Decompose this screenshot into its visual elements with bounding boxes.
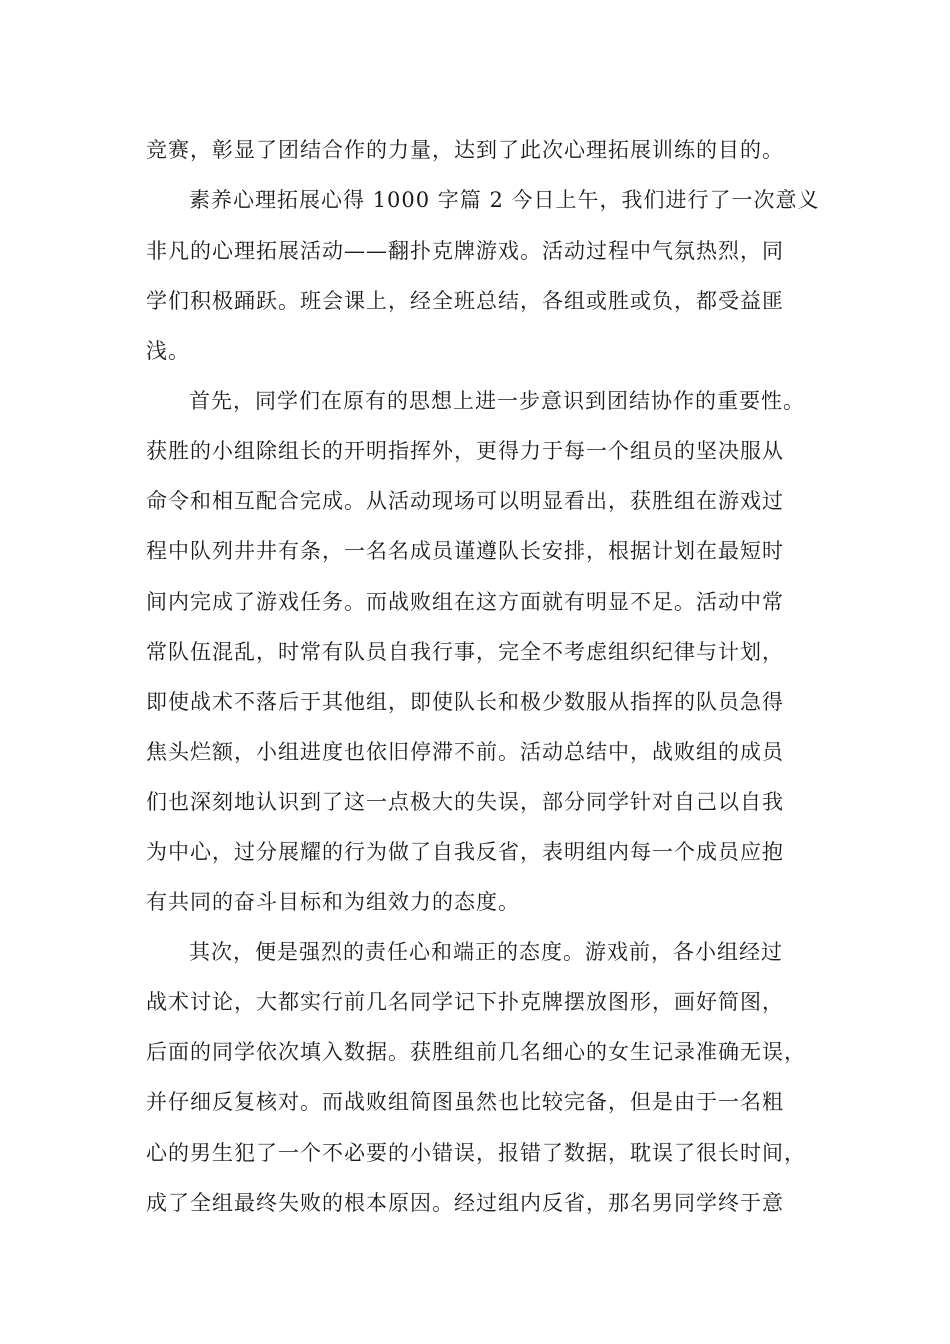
text-line: 焦头烂额，小组进度也依旧停滞不前。活动总结中，战败组的成员	[146, 740, 784, 764]
text-line: 学们积极踊跃。班会课上，经全班总结，各组或胜或负，都受益匪	[146, 289, 784, 313]
text-line: 非凡的心理拓展活动——翻扑克牌游戏。活动过程中气氛热烈，同	[146, 239, 784, 263]
paragraph-first-line: 素养心理拓展心得 1000 字篇 2 今日上午，我们进行了一次意义	[189, 188, 820, 212]
text-line: 后面的同学依次填入数据。获胜组前几名细心的女生记录准确无误，	[146, 1040, 806, 1064]
text-line: 命令和相互配合完成。从活动现场可以明显看出，获胜组在游戏过	[146, 489, 784, 513]
text-line: 浅。	[146, 339, 190, 363]
paragraph-first-line: 其次，便是强烈的责任心和端正的态度。游戏前，各小组经过	[189, 940, 783, 964]
text-line: 间内完成了游戏任务。而战败组在这方面就有明显不足。活动中常	[146, 590, 784, 614]
text-line: 常队伍混乱，时常有队员自我行事，完全不考虑组织纪律与计划，	[146, 640, 784, 664]
text-line: 竞赛，彰显了团结合作的力量，达到了此次心理拓展训练的目的。	[146, 138, 784, 162]
text-line: 心的男生犯了一个不必要的小错误，报错了数据，耽误了很长时间，	[146, 1141, 806, 1165]
text-line: 即使战术不落后于其他组，即使队长和极少数服从指挥的队员急得	[146, 690, 784, 714]
text-line: 获胜的小组除组长的开明指挥外，更得力于每一个组员的坚决服从	[146, 439, 784, 463]
text-line: 有共同的奋斗目标和为组效力的态度。	[146, 890, 520, 914]
paragraph-first-line: 首先，同学们在原有的思想上进一步意识到团结协作的重要性。	[189, 389, 805, 413]
text-line: 程中队列井井有条，一名名成员谨遵队长安排，根据计划在最短时	[146, 539, 784, 563]
text-line: 成了全组最终失败的根本原因。经过组内反省，那名男同学终于意	[146, 1191, 784, 1215]
text-line: 为中心，过分展耀的行为做了自我反省，表明组内每一个成员应抱	[146, 840, 784, 864]
text-line: 战术讨论，大都实行前几名同学记下扑克牌摆放图形，画好简图，	[146, 990, 784, 1014]
text-line: 们也深刻地认识到了这一点极大的失误，部分同学针对自己以自我	[146, 790, 784, 814]
text-line: 并仔细反复核对。而战败组简图虽然也比较完备，但是由于一名粗	[146, 1090, 784, 1114]
